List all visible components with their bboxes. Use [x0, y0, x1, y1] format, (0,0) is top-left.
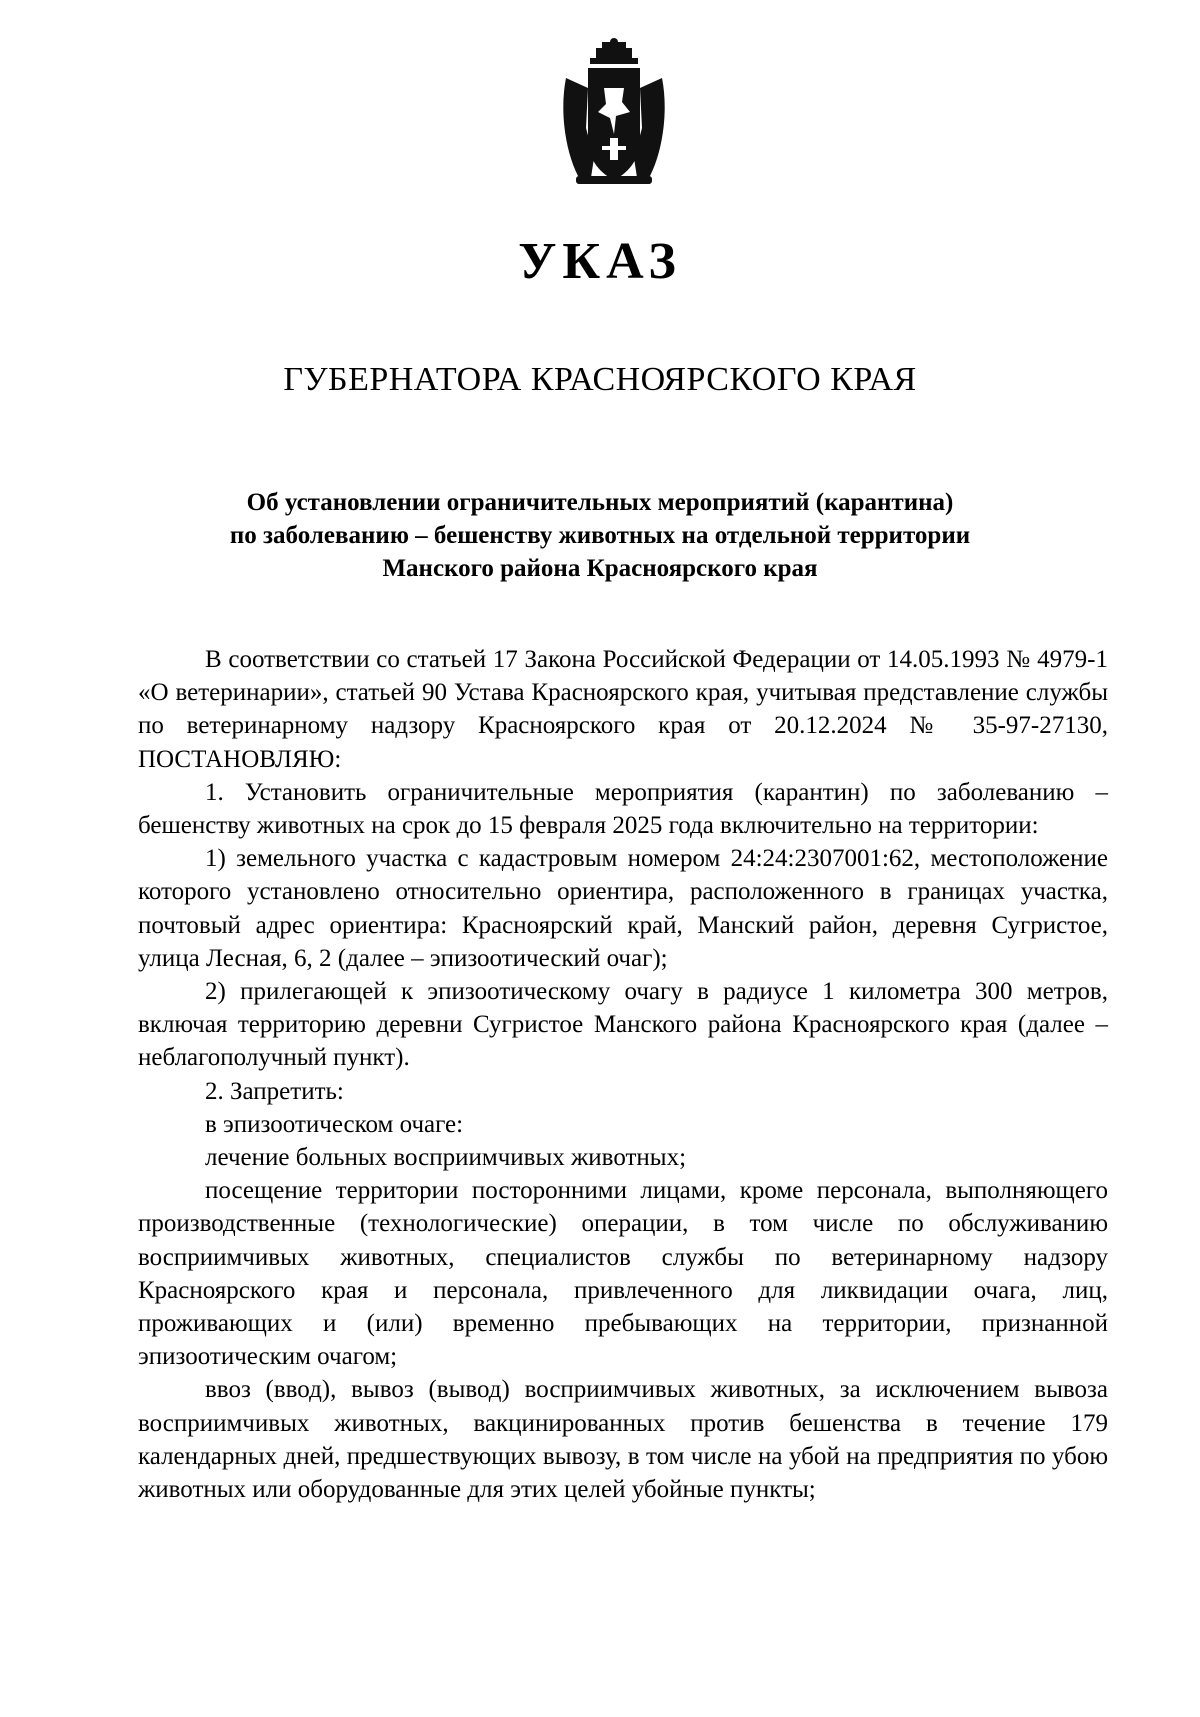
clause-1-item-1-paragraph: 1) земельного участка с кадастровым номером 24:24:2307001:62, местоположение которого установлено относительно ориентира, расположенного в границах участка, почтовый адрес ориентира: Красноярский край, Манский район, деревня Сугристое, улица Лесная, 6, 2 (далее – эпизоотический очаг); [138, 845, 1108, 972]
heading-line: Об установлении ограничительных мероприятий (карантина) [246, 489, 954, 516]
clause-2-item-paragraph: лечение больных восприимчивых животных; [205, 1144, 687, 1172]
document-body [138, 643, 1108, 1506]
preamble-paragraph: В соответствии со статьей 17 Закона Российской Федерации от 14.05.1993 № 4979-1 «О ветеринарии», статьей 90 Устава Красноярского края, учитывая представление службы по ветеринарному надзору Красноярского края от 20.12.2024 № 35-97-27130, ПОСТАНОВЛЯЮ: [138, 646, 1108, 773]
clause-2-item-paragraph: посещение территории посторонними лицами, кроме персонала, выполняющего производственные (технологические) операции, в том числе по обслуживанию восприимчивых животных, специалистов службы по ветеринарному надзору Красноярского края и персонала, привлеченного для ликвидации очага, лиц, проживающих и (или) временно пребывающих на территории, признанной эпизоотическим очагом; [138, 1177, 1108, 1371]
document-type-title: УКАЗ [518, 233, 682, 290]
document-heading [0, 486, 1200, 585]
clause-2-subheading: в эпизоотическом очаге: [205, 1110, 464, 1138]
heading-line: по заболеванию – бешенству животных на отдельной территории [229, 522, 971, 549]
clause-1-paragraph: 1. Установить ограничительные мероприятия (карантин) по заболеванию – бешенству животных на срок до 15 февраля 2025 года включительно на территории: [138, 778, 1108, 840]
issuer-title: ГУБЕРНАТОРА КРАСНОЯРСКОГО КРАЯ [283, 361, 917, 398]
coat-of-arms-icon [560, 38, 668, 188]
clause-2-paragraph: 2. Запретить: [205, 1077, 344, 1105]
heading-line: Манского района Красноярского края [382, 555, 818, 582]
clause-2-item-paragraph: ввоз (ввод), вывоз (вывод) восприимчивых животных, за исключением вывоза восприимчивых животных, вакцинированных против бешенства в течение 179 календарных дней, предшествующих вывозу, в том числе на убой на предприятия по убою животных или оборудованные для этих целей убойные пункты; [138, 1376, 1108, 1504]
clause-1-item-2-paragraph: 2) прилегающей к эпизоотическому очагу в радиусе 1 километра 300 метров, включая территорию деревни Сугристое Манского района Красноярского края (далее – неблагополучный пункт). [138, 978, 1108, 1072]
